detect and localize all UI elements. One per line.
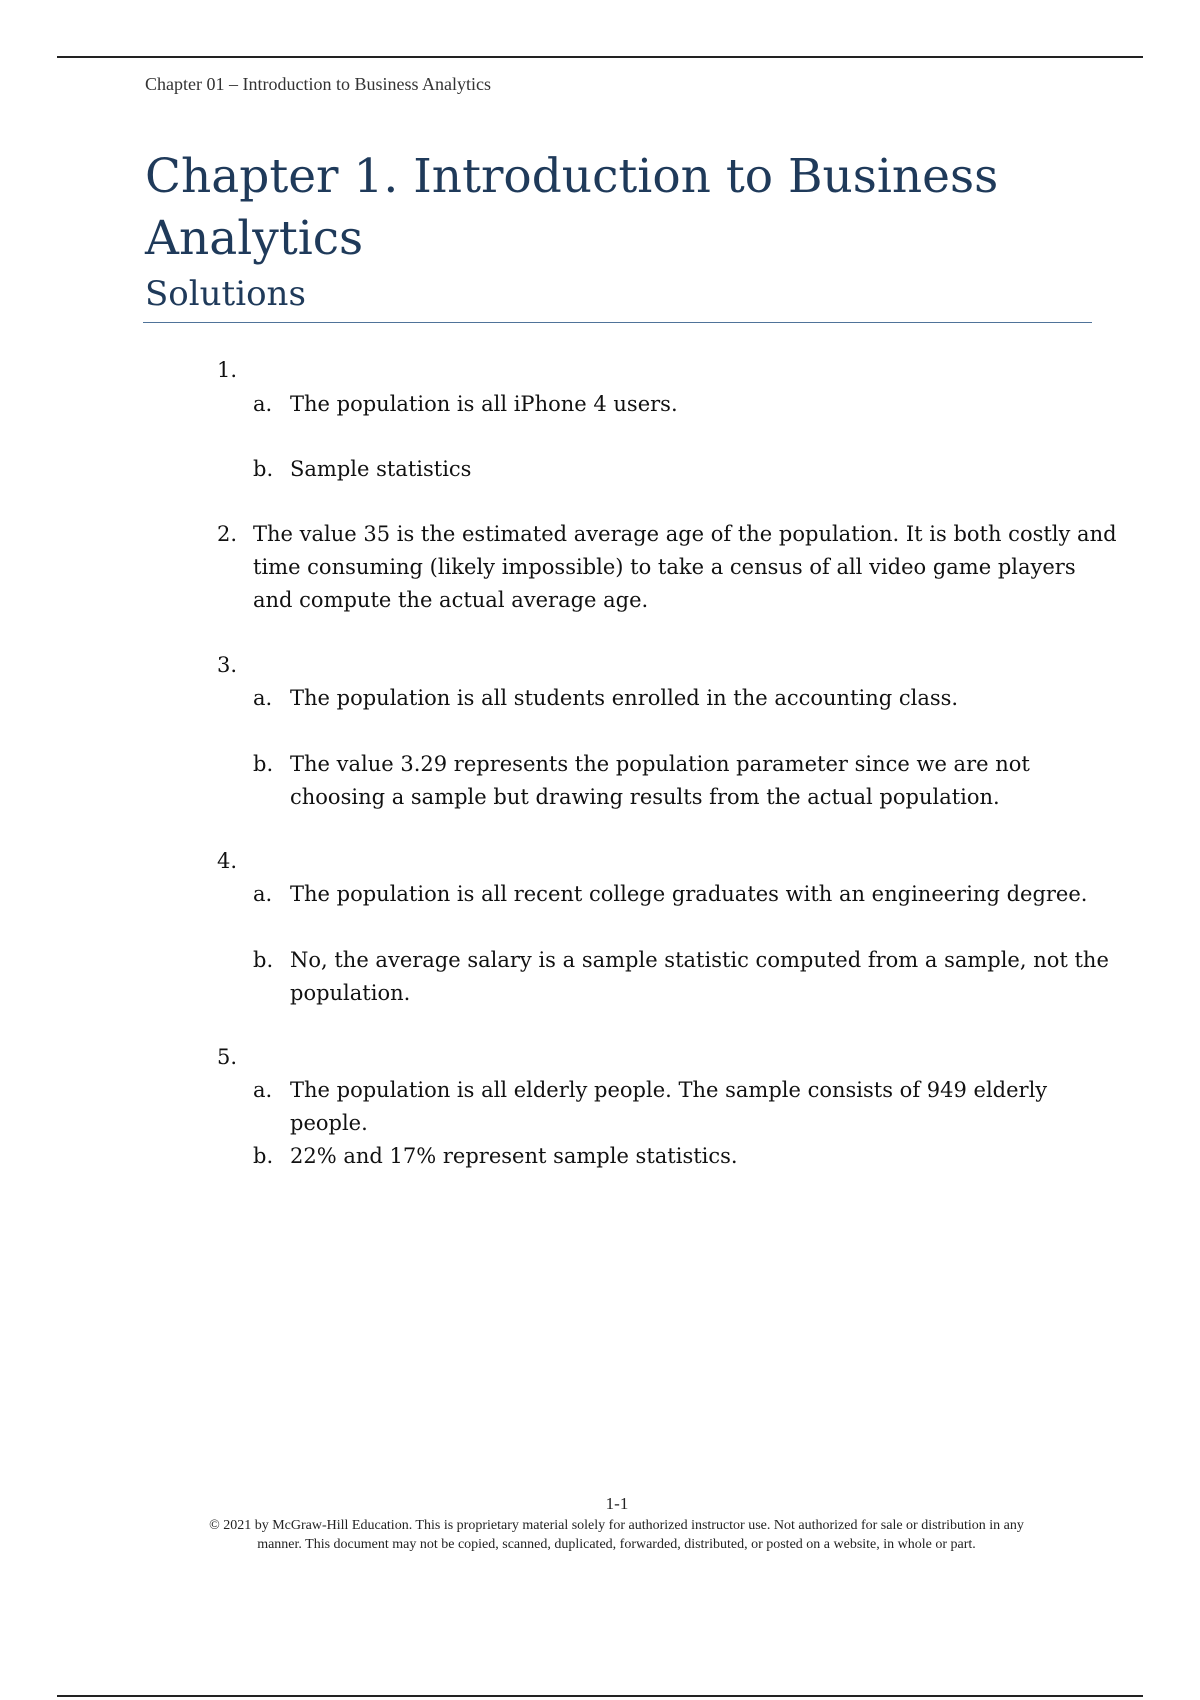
q5-b-text: 22% and 17% represent sample statistics. [290, 1144, 738, 1168]
q1-a-label: a. [253, 392, 273, 416]
q2-number: 2. [217, 522, 238, 546]
q5-number: 5. [217, 1045, 238, 1069]
running-header: Chapter 01 – Introduction to Business Analytics [145, 74, 491, 94]
q4-b-label: b. [253, 948, 274, 972]
chapter-title-line1: Chapter 1. Introduction to Business [145, 149, 999, 204]
q1-a-text: The population is all iPhone 4 users. [290, 392, 678, 416]
chapter-title [145, 146, 1095, 270]
q3-b-text-line1: The value 3.29 represents the population parameter since we are not [290, 752, 1030, 776]
q5-b-label: b. [253, 1144, 274, 1168]
copyright-line2: manner. This document may not be copied, scanned, duplicated, forwarded, distributed, or posted on a website, in whole or part. [257, 1537, 976, 1552]
section-subtitle: Solutions [145, 274, 306, 314]
q3-a-text: The population is all students enrolled in the accounting class. [290, 686, 959, 710]
q2-text-line3: and compute the actual average age. [253, 588, 649, 612]
q5-a-text-line2: people. [290, 1111, 368, 1135]
q4-a-label: a. [253, 882, 273, 906]
q4-a-text: The population is all recent college graduates with an engineering degree. [290, 882, 1088, 906]
title-underline-rule [143, 322, 1092, 323]
q1-number: 1. [217, 358, 238, 382]
q5-a-text-line1: The population is all elderly people. The sample consists of 949 elderly [290, 1078, 1048, 1102]
title-block [145, 146, 1095, 316]
q4-b-text-line1: No, the average salary is a sample statistic computed from a sample, not the [290, 948, 1109, 972]
q2-text-line2: time consuming (likely impossible) to take a census of all video game players [253, 555, 1076, 579]
q3-b-text-line2: choosing a sample but drawing results from the actual population. [290, 785, 1000, 809]
q4-number: 4. [217, 849, 238, 873]
copyright-notice [145, 1516, 1088, 1554]
page-number: 1-1 [605, 1494, 629, 1513]
q3-a-label: a. [253, 686, 273, 710]
q3-b-label: b. [253, 752, 274, 776]
bottom-border-rule [57, 1695, 1143, 1697]
q1-b-label: b. [253, 457, 274, 481]
chapter-title-line2: Analytics [145, 211, 364, 266]
q2-text-line1: The value 35 is the estimated average age of the population. It is both costly and [253, 522, 1117, 546]
q1-b-text: Sample statistics [290, 457, 472, 481]
top-border-rule [57, 56, 1143, 58]
q3-number: 3. [217, 653, 238, 677]
copyright-line1: © 2021 by McGraw-Hill Education. This is proprietary material solely for authorized instructor use. Not authorized for sale or distribution in any [209, 1518, 1024, 1533]
q4-b-text-line2: population. [290, 981, 411, 1005]
q5-a-label: a. [253, 1078, 273, 1102]
